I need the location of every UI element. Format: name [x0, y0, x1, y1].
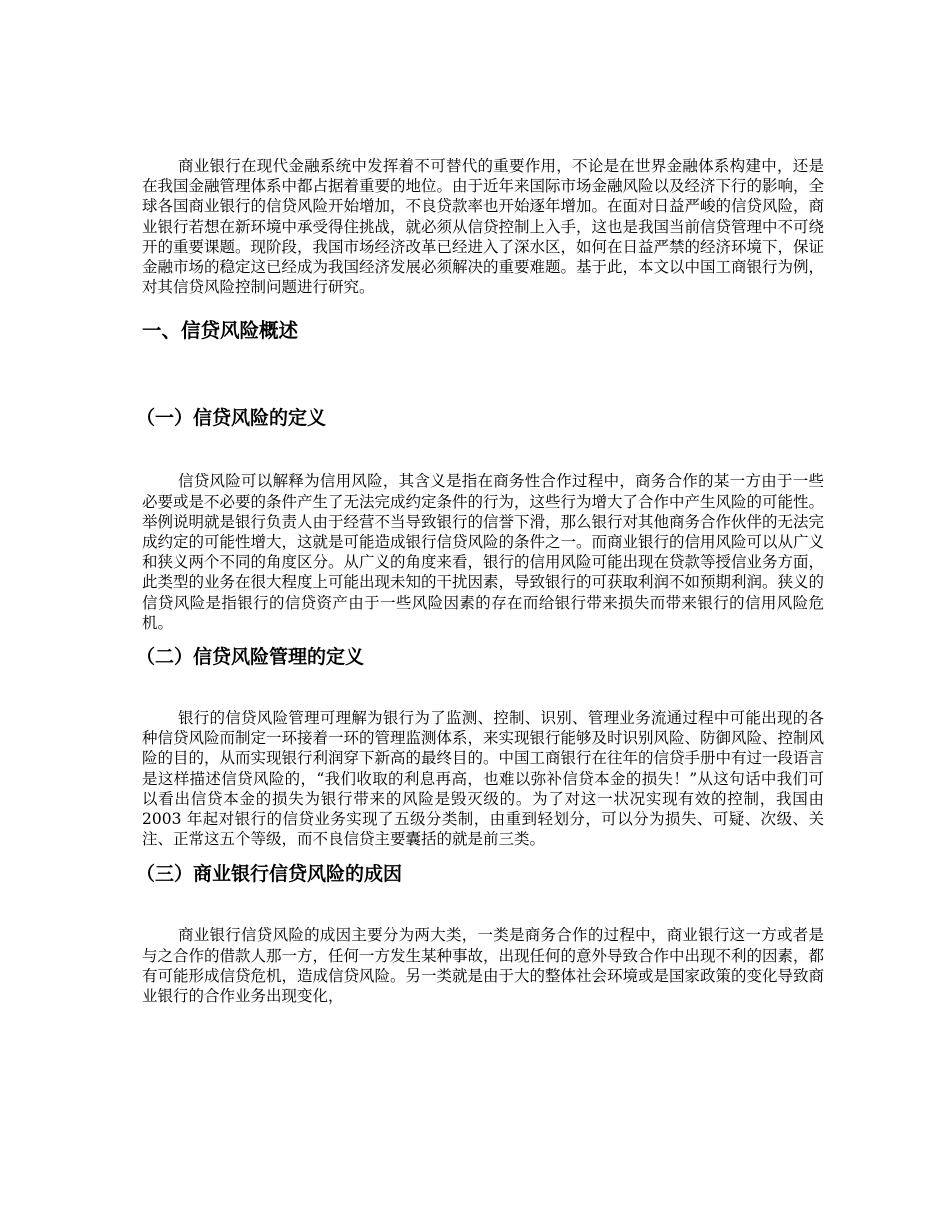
- paragraph-credit-risk-definition: 信贷风险可以解释为信用风险，其含义是指在商务性合作过程中，商务合作的某一方由于一些必要或是不必要的条件产生了无法完成约定条件的行为，这些行为增大了合作中产生风险的可能性。举例说明就是银行负责人由于经营不当导致银行的信誉下滑，那么银行对其他商务合作伙伴的无法完成约定的可能性增大，这就是可能造成银行信贷风险的条件之一。而商业银行的信用风险可以从广义和狭义两个不同的角度区分。从广义的角度来看，银行的信用风险可能出现在贷款等授信业务方面，此类型的业务在很大程度上可能出现未知的干扰因素，导致银行的可获取利润不如预期利润。狭义的信贷风险是指银行的信贷资产由于一些风险因素的存在而给银行带来损失而带来银行的信用风险危机。: [142, 472, 825, 632]
- paragraph-risk-causes: 商业银行信贷风险的成因主要分为两大类，一类是商务合作的过程中，商业银行这一方或者是与之合作的借款人那一方，任何一方发生某种事故，出现任何的意外导致合作中出现不利的因素，都有可能形成信贷危机，造成信贷风险。另一类就是由于大的整体社会环境或是国家政策的变化导致商业银行的合作业务出现变化，: [142, 926, 825, 1006]
- document-page: [136, 156, 825, 1006]
- intro-paragraph: 商业银行在现代金融系统中发挥着不可替代的重要作用，不论是在世界金融体系构建中，还是在我国金融管理体系中都占据着重要的地位。由于近年来国际市场金融风险以及经济下行的影响，全球各国商业银行的信贷风险开始增加，不良贷款率也开始逐年增加。在面对日益严峻的信贷风险，商业银行若想在新环境中承受得住挑战，就必须从信贷控制上入手，这也是我国当前信贷管理中不可绕开的重要课题。现阶段，我国市场经济改革已经进入了深水区，如何在日益严禁的经济环境下，保证金融市场的稳定这已经成为我国经济发展必须解决的重要难题。基于此，本文以中国工商银行为例，对其信贷风险控制问题进行研究。: [142, 157, 825, 297]
- subsection-heading-risk-causes: （三）商业银行信贷风险的成因: [136, 863, 403, 886]
- paragraph-risk-management-definition: 银行的信贷风险管理可理解为银行为了监测、控制、识别、管理业务流通过程中可能出现的各种信贷风险而制定一环接着一环的管理监测体系，来实现银行能够及时识别风险、防御风险、控制风险的目的，从而实现银行利润穿下新高的最终目的。中国工商银行在往年的信贷手册中有过一段语言是这样描述信贷风险的，“我们收取的利息再高，也难以弥补信贷本金的损失！”从这句话中我们可以看出信贷本金的损失为银行带来的风险是毁灭级的。为了对这一状况实现有效的控制，我国由 2003 年起对银行的信贷业务实现了五级分类制，由重到轻划分，可以分为损失、可疑、次级、关注、正常这五个等级，而不良信贷主要囊括的就是前三类。: [142, 709, 825, 849]
- section-heading-credit-risk-overview: 一、信贷风险概述: [142, 319, 299, 343]
- subsection-heading-credit-risk-definition: （一）信贷风险的定义: [136, 407, 327, 430]
- subsection-heading-risk-management-definition: （二）信贷风险管理的定义: [136, 646, 365, 669]
